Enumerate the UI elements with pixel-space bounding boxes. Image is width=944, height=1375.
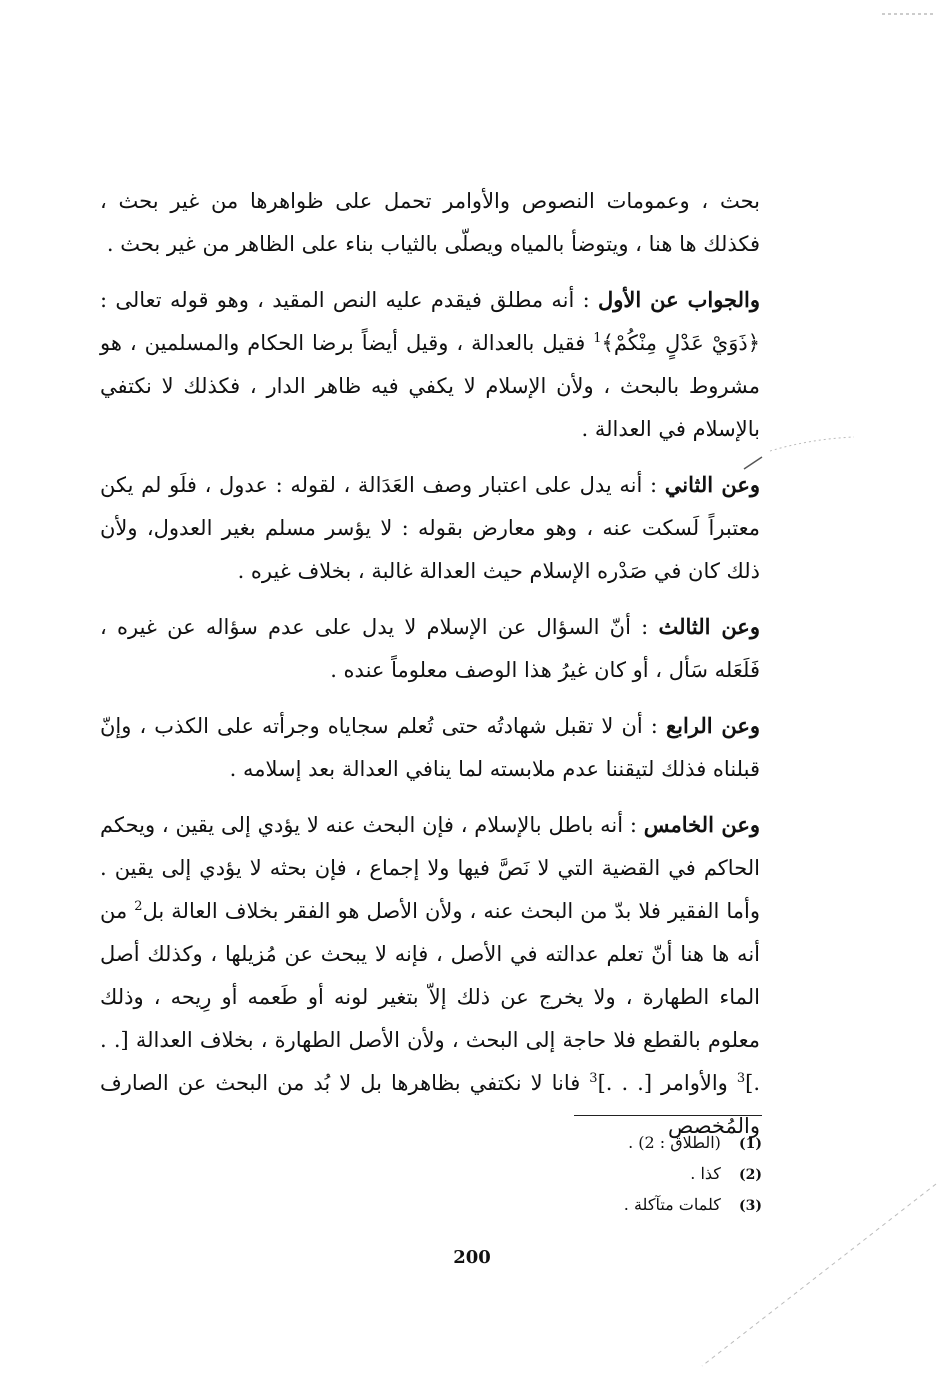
footnote-number: (1) [739, 1136, 762, 1152]
paragraph-text: : أنه مطلق فيقدم عليه النص المقيد ، وهو قوله تعالى : ﴿ذَوَيْ عَدْلٍ مِنْكُمْ﴾ [100, 288, 760, 355]
paragraph-heading: وعن الثاني [664, 472, 760, 497]
paragraph-heading: وعن الثالث [658, 614, 760, 639]
footnote-text: كلمات متآكلة . [623, 1195, 721, 1214]
scan-artifact-top-right [880, 8, 940, 20]
footnotes [400, 1128, 762, 1221]
footnote-ref-1[interactable]: 1 [593, 331, 602, 346]
paragraph-text: فقيل بالعدالة ، وقيل أيضاً برضا الحكام والمسلمين ، هو مشروط بالبحث ، ولأن الإسلام لا يكفي فيه ظاهر الدار ، فكذلك لا نكتفي بالإسلام في العدالة . [100, 331, 760, 441]
paragraph-text: والأوامر [. . .] [597, 1071, 737, 1095]
main-text [100, 180, 760, 1160]
footnote-item [400, 1159, 762, 1190]
footnote-text: (الطلاق : 2) . [628, 1133, 721, 1152]
paragraph-heading: وعن الرابع [665, 713, 760, 738]
paragraph-text: : أن لا تقبل شهادتُه حتى تُعلم سجاياه وجرأته على الكذب ، وإنّ قبلناه فذلك لتيقننا عدم ملابسته لما ينافي العدالة بعد إسلامه . [100, 714, 760, 781]
footnote-number: (3) [739, 1198, 762, 1214]
page-number: 200 [453, 1247, 491, 1268]
paragraph-answer-fourth [100, 704, 760, 791]
paragraph-answer-third [100, 605, 760, 692]
paragraph-heading: وعن الخامس [643, 812, 760, 837]
paragraph-answer-second [100, 463, 760, 593]
footnote-divider [574, 1115, 762, 1116]
paragraph-answer-fifth [100, 803, 760, 1148]
paragraph-text: : أنه باطل بالإسلام ، فإن البحث عنه لا يؤدي إلى يقين ، ويحكم الحاكم في القضية التي لا نَصَّ فيها ولا إجماع ، فإن بحثه لا يؤدي إلى يقين . وأما الفقير فلا بدّ من البحث عنه ، ولأن الأصل هو الفقر بخلاف العالة بل [100, 813, 760, 923]
footnote-number: (2) [739, 1167, 762, 1183]
paragraph-text: فانا لا نكتفي بظاهرها بل لا بُد من البحث عن الصارف والمُخصص [100, 1071, 760, 1138]
paragraph-text: من أنه ها هنا أنّ تعلم عدالته في الأصل ، فإنه لا يبحث عن مُزيلها ، وكذلك أصل الماء الطهارة ، ولا يخرج عن ذلك إلاّ بتغير لونه أو طَعمه أو رِيحه ، وذلك معلوم بالقطع فلا حاجة إلى البحث ، ولأن الأصل الطهارة ، بخلاف العدالة [. . .] [100, 899, 760, 1095]
footnote-ref-2[interactable]: 2 [134, 899, 143, 914]
footnote-item [400, 1128, 762, 1159]
paragraph-text: : أنّ السؤال عن الإسلام لا يدل على عدم سؤاله عن غيره ، فَلَعَله سَأل ، أو كان غيرُ هذا الوصف معلوماً عنده . [100, 615, 760, 682]
footnote-ref-3[interactable]: 3 [736, 1071, 746, 1086]
paragraph-heading: والجواب عن الأول [598, 287, 760, 312]
paragraph-text: : أنه يدل على اعتبار وصف العَدَالة ، لقوله : عدول ، فلَو لم يكن معتبراً لَسكت عنه ، وهو معارض بقوله : لا يؤسر مسلم بغير العدول، ولأن ذلك كان في صَدْره الإسلام حيث العدالة غالبة ، بخلاف غيره . [100, 473, 760, 583]
footnote-item [400, 1190, 762, 1221]
paragraph-intro [100, 180, 760, 266]
paragraph-text: بحث ، وعمومات النصوص والأوامر تحمل على ظواهرها من غير بحث ، فكذلك ها هنا ، ويتوضأ بالمياه ويصلّى بالثياب بناء على الظاهر من غير بحث . [100, 189, 760, 256]
footnote-text: كذا . [690, 1164, 721, 1183]
footnote-ref-3b[interactable]: 3 [589, 1071, 598, 1086]
paragraph-answer-first [100, 278, 760, 451]
